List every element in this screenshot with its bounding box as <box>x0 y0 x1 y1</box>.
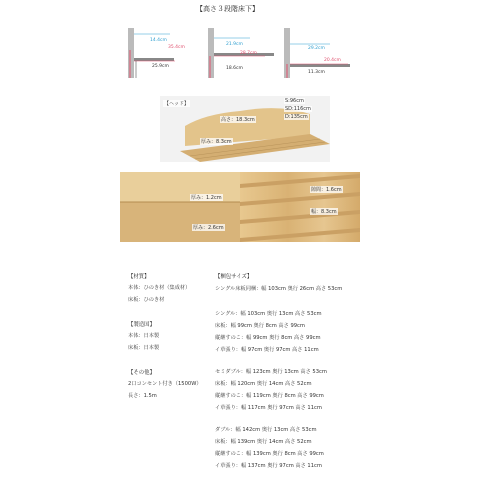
height-dark-2: 18.6cm <box>226 66 243 71</box>
pack-line: 縦継すのこ：幅 139cm 奥行 8cm 高さ 99cm <box>215 451 324 457</box>
origin-line-2: 床板：日本製 <box>128 345 160 351</box>
pack-line: 床板：幅 120cm 奥行 14cm 高さ 52cm <box>215 381 312 387</box>
head-size-sd: SD:116cm <box>285 106 311 112</box>
material-line-1: 本体：ひのき材（集成材） <box>128 285 191 291</box>
pack-line: 床板：幅 139cm 奥行 14cm 高さ 52cm <box>215 439 312 445</box>
height-pink-3: 20.4cm <box>324 58 341 63</box>
pack-line: 縦継すのこ：幅 99cm 奥行 8cm 高さ 99cm <box>215 335 321 341</box>
thickness-2-label: 厚み：2.6cm <box>193 225 224 231</box>
height-blue-3: 29.2cm <box>308 46 325 51</box>
pack-line: シングル：幅 103cm 奥行 13cm 高さ 53cm <box>215 311 322 317</box>
head-size-s: S:96cm <box>285 98 304 104</box>
head-size-d: D:135cm <box>285 114 308 120</box>
pack-line: イ草張り：幅 97cm 奥行 97cm 高さ 11cm <box>215 347 319 353</box>
slat-grain <box>240 172 360 242</box>
other-line-1: 2口コンセント付き（1500W） <box>128 381 202 387</box>
height-dark-3: 11.3cm <box>308 70 325 75</box>
height-blue-1: 14.4cm <box>150 38 167 43</box>
gap-label: 隙間：1.6cm <box>311 187 342 193</box>
pack-line: セミダブル：幅 123cm 奥行 13cm 高さ 53cm <box>215 369 327 375</box>
frame-detail-photo <box>120 172 240 242</box>
head-tag: 【ヘッド】 <box>164 101 190 107</box>
material-line-2: 床板：ひのき材 <box>128 297 165 303</box>
pack-heading: 【梱包サイズ】 <box>215 274 253 280</box>
pack-line: 床板：幅 99cm 奥行 8cm 高さ 99cm <box>215 323 305 329</box>
origin-line-1: 本体：日本製 <box>128 333 160 339</box>
height-diagram-3 <box>280 20 430 80</box>
height-pink-2: 28.7cm <box>240 51 257 56</box>
pack-line: ダブル：幅 142cm 奥行 13cm 高さ 53cm <box>215 427 317 433</box>
head-height-label: 高さ：18.3cm <box>221 117 255 123</box>
slat-width-label: 幅：8.3cm <box>311 209 337 215</box>
other-line-2: 長さ：1.5m <box>128 393 157 399</box>
headboard-photo <box>160 96 330 162</box>
height-blue-2: 21.9cm <box>226 42 243 47</box>
height-dark-1: 25.9cm <box>152 64 169 69</box>
origin-heading: 【製造国】 <box>128 322 155 328</box>
height-pink-1: 35.4cm <box>168 45 185 50</box>
material-heading: 【材質】 <box>128 274 150 280</box>
head-thickness-label: 厚み：8.3cm <box>201 139 232 145</box>
thickness-1-label: 厚み：1.2cm <box>191 195 222 201</box>
slat-detail-photo <box>240 172 360 242</box>
page-title: 【高さ３段階床下】 <box>196 5 259 13</box>
pack-line: 縦継すのこ：幅 119cm 奥行 8cm 高さ 99cm <box>215 393 324 399</box>
pack-common: シングル床板同梱：幅 103cm 奥行 26cm 高さ 53cm <box>215 286 343 292</box>
pack-line: イ草張り：幅 117cm 奥行 97cm 高さ 11cm <box>215 405 322 411</box>
other-heading: 【その他】 <box>128 370 155 376</box>
pack-line: イ草張り：幅 137cm 奥行 97cm 高さ 11cm <box>215 463 322 469</box>
bed-side-view <box>280 20 430 80</box>
frame-grain <box>120 172 240 242</box>
